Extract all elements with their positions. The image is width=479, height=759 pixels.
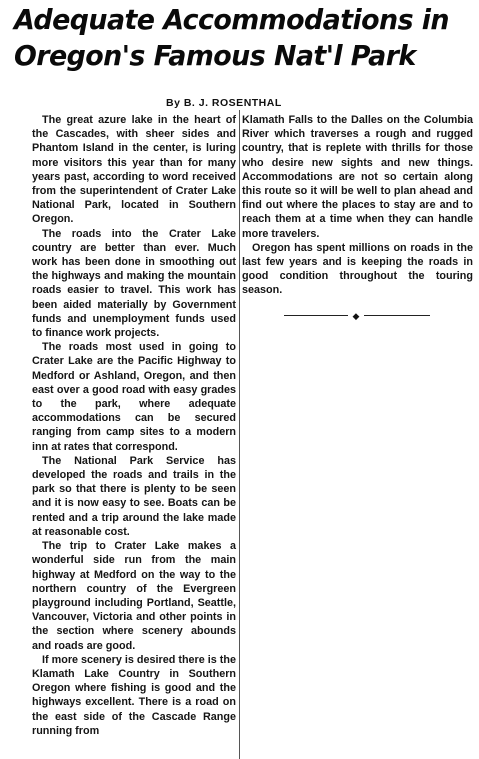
end-of-article-rule — [284, 312, 430, 320]
headline-line-2: Oregon's Famous Nat'l Park — [14, 39, 416, 72]
paragraph: The roads into the Crater Lake country are better than ever. Much work has been done in smoothing out the highways and making the mountain roads easier to travel. This work has been aided materially by Government funds and unemployment funds used to finance work projects. — [32, 227, 236, 340]
article-column-2 — [242, 113, 473, 298]
headline — [14, 2, 456, 74]
paragraph-continued: Klamath Falls to the Dalles on the Columbia River which traverses a rough and rugged country, that is replete with thrills for those who desire new sights and new things. Accommodations are not so certain along this route so it will be well to plan ahead and find out where the places to stay are and to reach them at a time when they can handle more travelers. — [242, 114, 473, 240]
paragraph: The National Park Service has developed the roads and trails in the park so that there is plenty to be seen and it is now easy to see. Boats can be rented and a trip around the lake made at reasonable cost. — [32, 454, 236, 538]
paragraph: The great azure lake in the heart of the Cascades, with sheer sides and Phantom Island in the center, is luring more visitors this year than for many years past, according to word received from the superintendent of Crater Lake National Park, located in Southern Oregon. — [32, 114, 236, 226]
ornament-icon: ◆ — [352, 311, 360, 321]
paragraph: If more scenery is desired there is the Klamath Lake Country in Southern Oregon where fishing is good and the highways excellent. There is a road on the east side of the Cascade Range running from — [32, 653, 236, 737]
paragraph: The roads most used in going to Crater Lake are the Pacific Highway to Medford or Ashland, Oregon, and then east over a good road with easy grades to the park, where adequate accommodations can be secured ranging from camp sites to a modern inn at rates that correspond. — [32, 341, 236, 453]
paragraph: The trip to Crater Lake makes a wonderful side run from the main highway at Medford on the way to the northern country of the Evergreen playground including Portland, Seattle, Vancouver, Victoria and other points in the section where scenery abounds and roads are good. — [32, 540, 236, 652]
column-divider — [239, 110, 240, 759]
byline: By B. J. ROSENTHAL — [166, 97, 282, 109]
article-column-1 — [32, 113, 236, 738]
paragraph: Oregon has spent millions on roads in the last few years and is keeping the roads in good condition throughout the touring season. — [242, 241, 473, 297]
headline-line-1: Adequate Accommodations in — [14, 3, 449, 36]
